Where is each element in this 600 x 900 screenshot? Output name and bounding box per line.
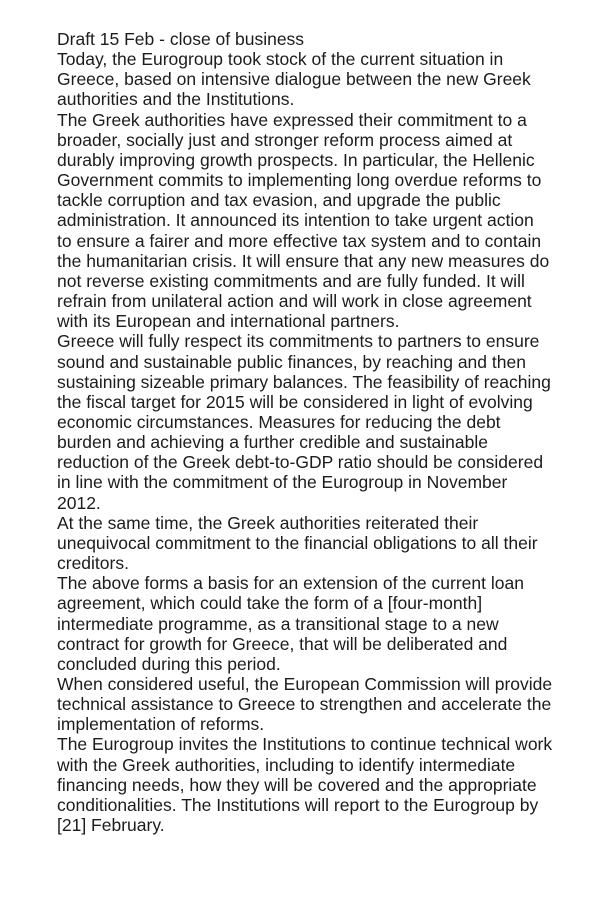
text-line: agreement, which could take the form of a [four-month]: [57, 593, 483, 614]
text-line: When considered useful, the European Commission will provide: [57, 674, 553, 694]
text-line: Government commits to implementing long overdue reforms to: [57, 170, 542, 191]
text-line: with the Greek authorities, including to identify intermediate: [57, 754, 516, 775]
text-line: authorities and the Institutions.: [57, 89, 295, 110]
draft-header: [57, 29, 560, 49]
text-line: broader, socially just and stronger reform process aimed at: [57, 129, 513, 150]
text-line: concluded during this period.: [57, 653, 281, 674]
paragraph-creditors: [57, 513, 560, 573]
paragraph-technical-assistance: [57, 674, 560, 734]
text-line: unequivocal commitment to the financial obligations to all their: [57, 532, 538, 553]
text-line: the humanitarian crisis. It will ensure that any new measures do: [57, 250, 550, 271]
paragraph-public-finances: [57, 331, 560, 512]
text-line: financing needs, how they will be covered and the appropriate: [57, 774, 537, 795]
text-line: implementation of reforms.: [57, 714, 265, 735]
text-line: contract for growth for Greece, that will be deliberated and: [57, 633, 508, 654]
text-line: Today, the Eurogroup took stock of the current situation in: [57, 49, 504, 70]
text-line: tackle corruption and tax evasion, and upgrade the public: [57, 190, 501, 211]
text-line: The Eurogroup invites the Institutions to continue technical work: [57, 734, 553, 755]
paragraph-greek-commitments: [57, 110, 560, 332]
paragraph-institutions-report: [57, 734, 560, 835]
text-line: The Greek authorities have expressed their commitment to a: [57, 109, 527, 130]
text-line: conditionalities. The Institutions will report to the Eurogroup by: [57, 794, 539, 815]
text-line: At the same time, the Greek authorities reiterated their: [57, 512, 479, 533]
text-line: in line with the commitment of the Eurogroup in November: [57, 472, 508, 493]
paragraph-loan-extension: [57, 573, 560, 674]
text-line: Greece will fully respect its commitments to partners to ensure: [57, 331, 540, 352]
text-line: creditors.: [57, 553, 129, 574]
text-line: The above forms a basis for an extension of the current loan: [57, 573, 524, 594]
text-line: administration. It announced its intention to take urgent action: [57, 210, 534, 231]
text-line: to ensure a fairer and more effective tax system and to contain: [57, 230, 542, 251]
text-line: durably improving growth prospects. In particular, the Hellenic: [57, 149, 535, 170]
text-line: Greece, based on intensive dialogue between the new Greek: [57, 69, 531, 90]
text-line: not reverse existing commitments and are fully funded. It will: [57, 270, 525, 291]
text-line: sustaining sizeable primary balances. The feasibility of reaching: [57, 371, 551, 392]
text-line: 2012.: [57, 492, 101, 513]
document-body: [57, 29, 560, 835]
text-line: Draft 15 Feb - close of business: [57, 29, 305, 49]
text-line: with its European and international partners.: [57, 311, 400, 332]
text-line: [21] February.: [57, 815, 165, 836]
text-line: sound and sustainable public finances, by reaching and then: [57, 351, 526, 372]
text-line: burden and achieving a further credible and sustainable: [57, 432, 488, 453]
text-line: intermediate programme, as a transitional stage to a new: [57, 613, 499, 634]
text-line: economic circumstances. Measures for reducing the debt: [57, 411, 501, 432]
text-line: refrain from unilateral action and will work in close agreement: [57, 291, 532, 312]
text-line: technical assistance to Greece to strengthen and accelerate the: [57, 694, 552, 715]
text-line: reduction of the Greek debt-to-GDP ratio should be considered: [57, 452, 544, 473]
text-line: the fiscal target for 2015 will be considered in light of evolving: [57, 391, 533, 412]
paragraph-intro: [57, 49, 560, 109]
